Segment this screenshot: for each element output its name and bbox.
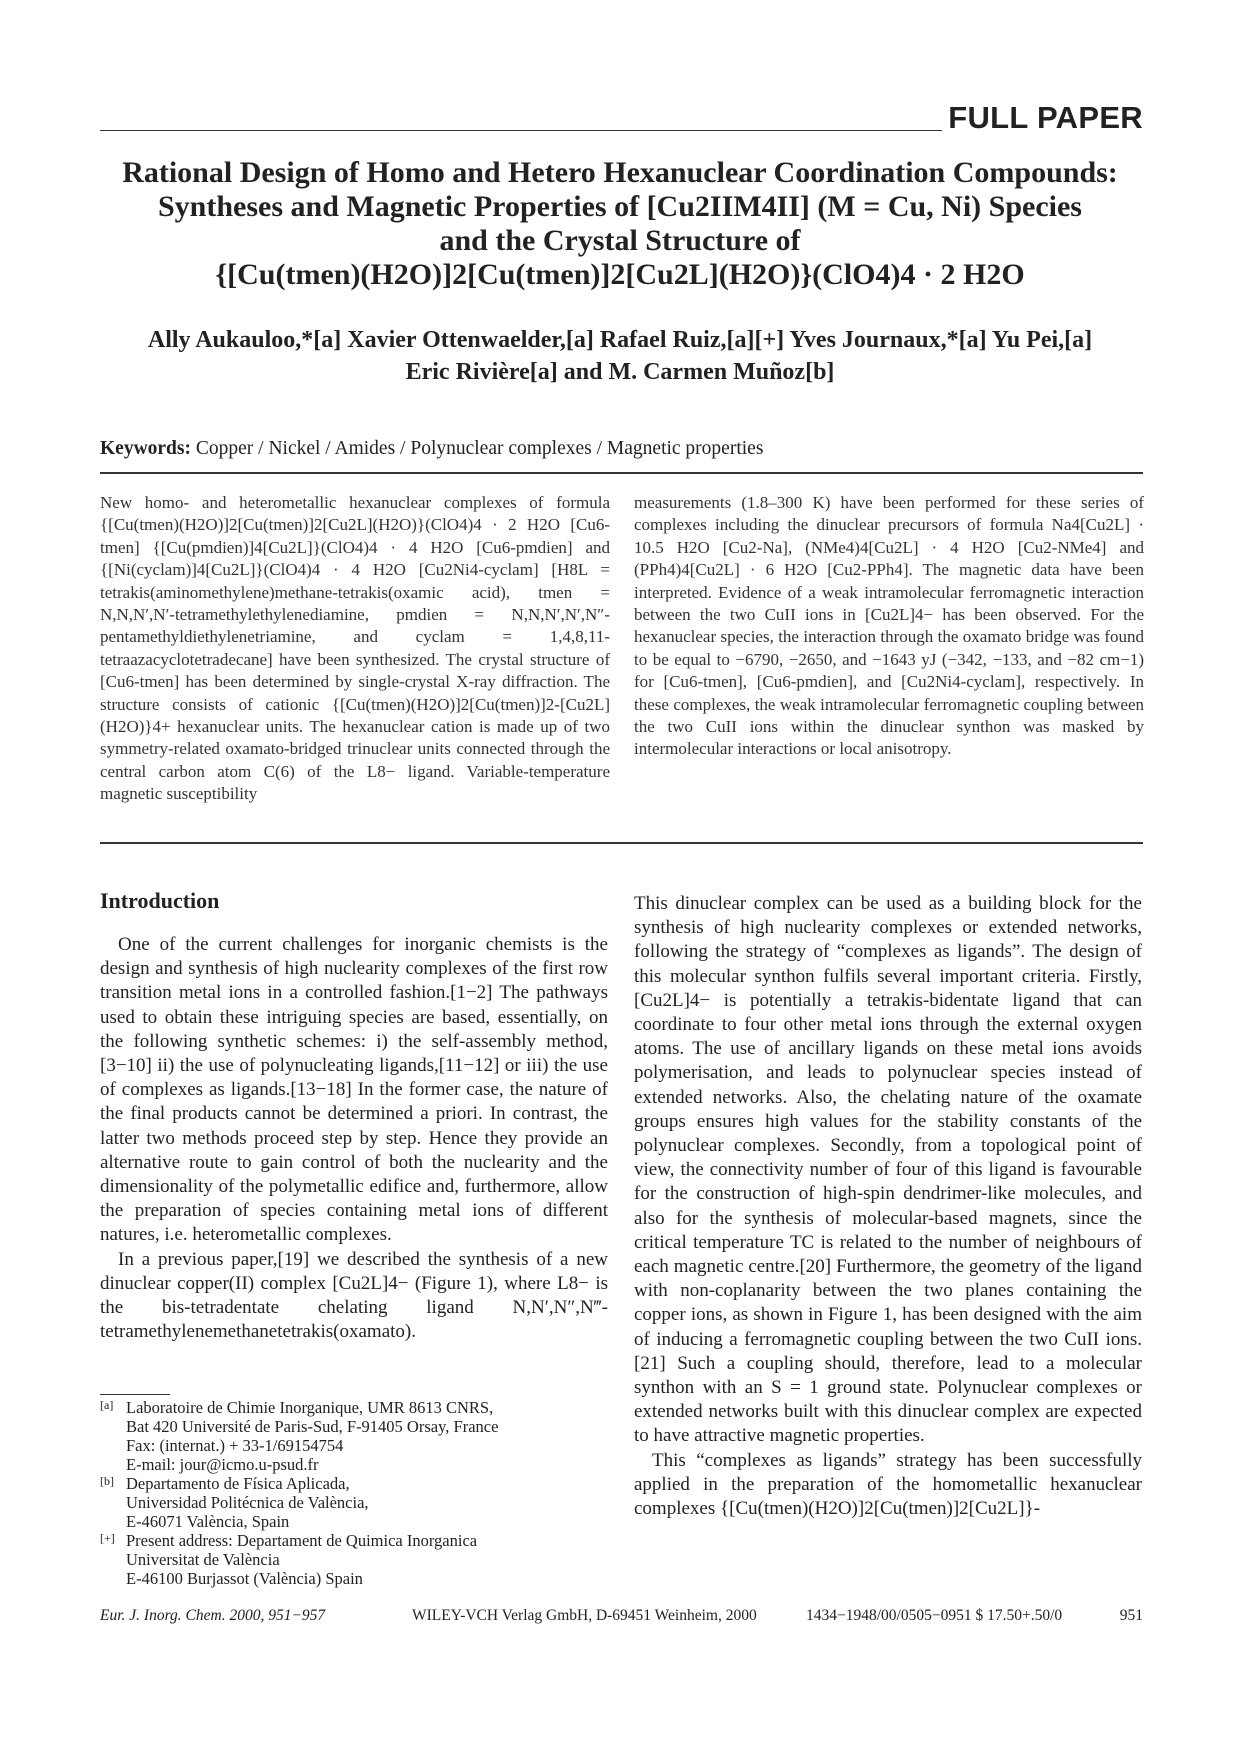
abstract-bottom-rule — [100, 842, 1143, 844]
footnote-marker: [a] — [100, 1398, 114, 1412]
publisher-line: WILEY-VCH Verlag GmbH, D-69451 Weinheim, 2000 — [412, 1607, 757, 1624]
footnote-a — [100, 1398, 608, 1474]
footnote-line: E-mail: jour@icmo.u-psud.fr — [126, 1455, 319, 1474]
keywords-text: Copper / Nickel / Amides / Polynuclear complexes / Magnetic properties — [195, 438, 764, 459]
abstract-column-left: New homo- and heterometallic hexanuclear complexes of formula {[Cu(tmen)(H2O)]2[Cu(tmen)]2[Cu2L](H2O)}(ClO4)4 · 2 H2O [Cu6-tmen] {[Cu(pmdien)]4[Cu2L]}(ClO4)4 · 4 H2O [Cu6-pmdien] and {[Ni(cyclam)]4[Cu2L]}(ClO4)4 · 4 H2O [Cu2Ni4-cyclam] [H8L = tetrakis(aminomethylene)methane-tetrakis(oxamic acid), tmen = N,N,N′,N′-tetramethylethylenediamine, pmdien = N,N,N′,N′,N″-pentamethyldiethylenetriamine, and cyclam = 1,4,8,11-tetraazacyclotetradecane] have been synthesized. The crystal structure of [Cu6-tmen] has been determined by single-crystal X-ray diffraction. The structure consists of cationic {[Cu(tmen)(H2O)]2[Cu(tmen)]2-[Cu2L](H2O)}4+ hexanuclear units. The hexanuclear cation is made up of two symmetry-related oxamato-bridged trinuclear units connected through the central carbon atom C(6) of the L8− ligand. Variable-temperature magnetic susceptibility — [100, 493, 610, 804]
paragraph: One of the current challenges for inorganic chemists is the design and synthesis of high nuclearity complexes of the first row transition metal ions in a controlled fashion.[1−2] The pathways used to obtain these intriguing species are based, essentially, on the following synthetic schemes: i) the self-assembly method,[3−10] ii) the use of polynucleating ligands,[11−12] or iii) the use of complexes as ligands.[13−18] In the former case, the nature of the final products cannot be determined a priori. In contrast, the latter two methods proceed step by step. Hence they provide an alternative route to gain control of both the nuclearity and the dimensionality of the polymetallic edifice and, furthermore, allow the preparation of species containing metal ions of different natures, i.e. heterometallic complexes. — [100, 934, 608, 1246]
paragraph: This dinuclear complex can be used as a building block for the synthesis of high nuclearity complexes or extended networks, following the strategy of “complexes as ligands”. The design of this molecular synthon fulfils several important criteria. Firstly, [Cu2L]4− is potentially a tetrakis-bidentate ligand that can coordinate to four other metal ions through the external oxygen atoms. The use of ancillary ligands on these metal ions avoids polymerisation, and leads to polynuclear species instead of extended networks. Also, the chelating nature of the oxamate groups ensures high values for the stability constants of the polynuclear complexes. Secondly, from a topological point of view, the connectivity number of four of this ligand is favourable for the construction of high-spin dendrimer-like molecules, and also for the synthesis of molecular-based magnets, since the critical temperature TC is related to the number of neighbours of each magnetic centre.[20] Furthermore, the geometry of the ligand with non-coplanarity between the two planes containing the copper ions, as shown in Figure 1, has been designed with the aim of inducing a ferromagnetic coupling between the two CuII ions.[21] Such a coupling should, therefore, lead to a molecular synthon with an S = 1 ground state. Polynuclear complexes or extended networks built with this dinuclear complex are expected to have attractive magnetic properties. — [634, 893, 1142, 1447]
journal-citation — [100, 1607, 325, 1625]
footnote-line: Present address: Departament de Quimica Inorganica — [126, 1531, 478, 1550]
footnote-line: Universidad Politécnica de València, — [126, 1493, 369, 1512]
abstract-column-right: measurements (1.8–300 K) have been performed for these series of complexes including the dinuclear precursors of formula Na4[Cu2L] · 10.5 H2O [Cu2-Na], (NMe4)4[Cu2L] · 4 H2O [Cu2-NMe4] and (PPh4)4[Cu2L] · 6 H2O [Cu2-PPh4]. The magnetic data have been interpreted. Evidence of a weak intramolecular ferromagnetic interaction between the two CuII ions in [Cu2L]4− has been observed. For the hexanuclear species, the interaction through the oxamato bridge was found to be equal to −6790, −2650, and −1643 yJ (−342, −133, and −82 cm−1) for [Cu6-tmen], [Cu6-pmdien], and [Cu2Ni4-cyclam], respectively. In these complexes, the weak intramolecular ferromagnetic coupling between the two CuII ions within the dinuclear synthon was masked by intermolecular interactions or local anisotropy. — [634, 493, 1144, 759]
header-rule — [100, 130, 942, 131]
footnote-line: E-46071 València, Spain — [126, 1512, 290, 1531]
authors-line-1: Ally Aukauloo,*[a] Xavier Ottenwaelder,[a] Rafael Ruiz,[a][+] Yves Journaux,*[a] Yu Pei,[a] — [147, 327, 1093, 353]
title-line-2: Syntheses and Magnetic Properties of [Cu2IIM4II] (M = Cu, Ni) Species — [158, 190, 1082, 223]
title-line-3: and the Crystal Structure of — [439, 224, 801, 257]
page-number: 951 — [1119, 1607, 1143, 1624]
footnote-line: Universitat de València — [126, 1550, 280, 1569]
author-list — [100, 324, 1140, 388]
affiliation-footnotes — [100, 1398, 608, 1588]
paper-title — [100, 156, 1140, 292]
body-column-left — [100, 933, 608, 1344]
footnote-plus — [100, 1531, 608, 1588]
abstract-top-rule — [100, 472, 1143, 474]
journal-citation-text: Eur. J. Inorg. Chem. 2000, 951−957 — [100, 1607, 326, 1624]
title-line-4: {[Cu(tmen)(H2O)]2[Cu(tmen)]2[Cu2L](H2O)}(ClO4)4 · 2 H2O — [215, 258, 1025, 291]
paragraph: This “complexes as ligands” strategy has been successfully applied in the preparation of the homometallic hexanuclear complexes {[Cu(tmen)(H2O)]2[Cu(tmen)]2[Cu2L]}- — [634, 1449, 1142, 1520]
footnote-marker: [+] — [100, 1531, 115, 1545]
keywords-label: Keywords: — [100, 438, 191, 459]
footnote-line: Laboratoire de Chimie Inorganique, UMR 8613 CNRS, — [126, 1398, 494, 1417]
footnote-marker: [b] — [100, 1474, 114, 1488]
section-heading: Introduction — [100, 888, 220, 913]
footnote-line: Departamento de Física Aplicada, — [126, 1474, 350, 1493]
footnote-rule — [100, 1394, 170, 1395]
keywords — [100, 438, 763, 460]
issn-line: 1434−1948/00/0505−0951 $ 17.50+.50/0 — [806, 1607, 1063, 1624]
title-line-1: Rational Design of Homo and Hetero Hexanuclear Coordination Compounds: — [122, 156, 1118, 189]
body-column-right — [634, 892, 1142, 1521]
footnote-line: Fax: (internat.) + 33-1/69154754 — [126, 1436, 344, 1455]
footnote-line: Bat 420 Université de Paris-Sud, F-91405 Orsay, France — [126, 1417, 499, 1436]
footnote-line: E-46100 Burjassot (València) Spain — [126, 1569, 363, 1588]
footnote-b — [100, 1474, 608, 1531]
authors-line-2: Eric Rivière[a] and M. Carmen Muñoz[b] — [405, 359, 835, 385]
paragraph: In a previous paper,[19] we described the synthesis of a new dinuclear copper(II) complex [Cu2L]4− (Figure 1), where L8− is the bis-tetradentate chelating ligand N,N′,N″,N‴-tetramethylenemethanetetrakis(oxamato). — [100, 1248, 608, 1343]
section-label: FULL PAPER — [948, 100, 1143, 135]
